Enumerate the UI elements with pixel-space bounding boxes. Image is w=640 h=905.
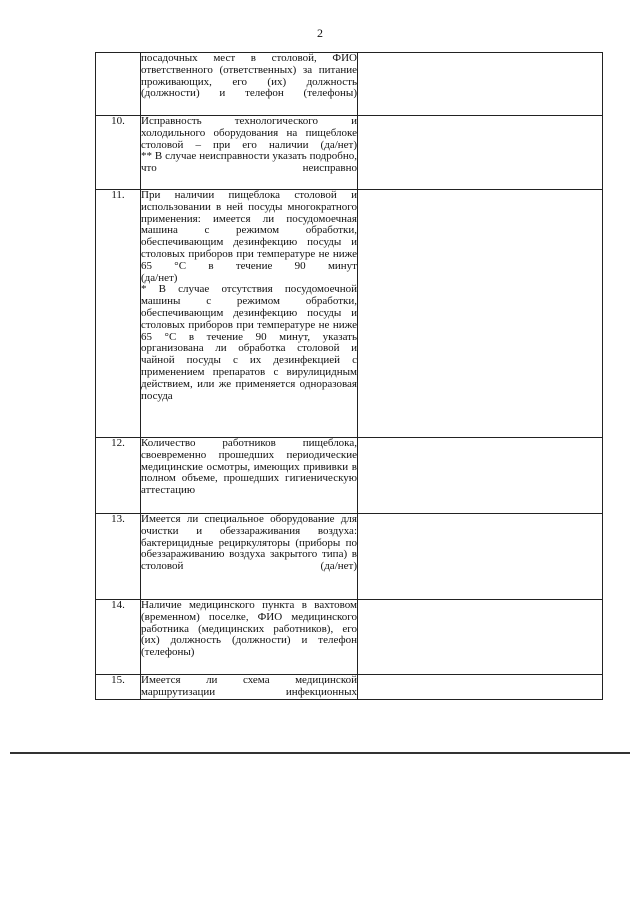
row-number: 10. [96,116,141,190]
row-question [141,438,358,514]
row-question-text: При наличии пищеблока столовой и использовании в ней посуды многократного применения: имеется ли посудомоечная машина с режимом обработки, обеспечивающим дезинфекцию посуды и столовых приборов при температуре не ниже 65 °С в течение 90 минут (да/нет) * В случае отсутствия посудомоечной машины с режимом обработки, обеспечивающим дезинфекцию посуды и столовых приборов при температуре не ниже 65 °С в течение 90 минут, указать организована ли обработка столовой и чайной посуды с их дезинфекцией с применением препаратов с вирулицидным действием, или же применяется одноразовая посуда [141,189,357,402]
table-row [96,514,603,600]
row-answer-cell[interactable] [358,514,603,600]
table-row [96,600,603,675]
row-answer-cell[interactable] [358,600,603,675]
row-number: 14. [96,600,141,675]
row-answer-cell[interactable] [358,190,603,438]
row-answer-cell[interactable] [358,116,603,190]
row-question-text: Количество работников пищеблока, своевременно прошедших периодические медицинские осмотры, имеющих прививки в полном объеме, прошедших гигиеническую аттестацию [141,437,357,497]
row-number [96,53,141,116]
row-question [141,514,358,600]
row-answer-cell[interactable] [358,53,603,116]
row-question-text: Наличие медицинского пункта в вахтовом (временном) поселке, ФИО медицинского работника (медицинских работников), его (их) должность (должности) и телефон (телефоны) [141,599,357,659]
row-answer-cell[interactable] [358,675,603,700]
checklist-table [95,52,603,700]
table-row [96,675,603,700]
row-question-text: посадочных мест в столовой, ФИО ответственного (ответственных) за питание проживающих, его (их) должность (должности) и телефон (телефоны) [141,52,357,100]
footer-divider [10,752,630,754]
row-question-text: Имеется ли специальное оборудование для очистки и обеззараживания воздуха: бактерицидные рециркуляторы (приборы по обеззараживанию воздуха закрытого типа) в столовой (да/нет) [141,513,357,573]
table-row [96,53,603,116]
row-question [141,116,358,190]
row-question [141,53,358,116]
table-row [96,438,603,514]
table-row [96,116,603,190]
row-question-text: Имеется ли схема медицинской маршрутизации инфекционных [141,674,357,698]
row-number: 11. [96,190,141,438]
row-answer-cell[interactable] [358,438,603,514]
row-question-text: Исправность технологического и холодильного оборудования на пищеблоке столовой – при его наличии (да/нет) ** В случае неисправности указать подробно, что неисправно [141,115,357,175]
row-number: 15. [96,675,141,700]
row-question [141,190,358,438]
table-row [96,190,603,438]
row-number: 12. [96,438,141,514]
row-question [141,675,358,700]
page-number: 2 [317,26,323,40]
row-question [141,600,358,675]
row-number: 13. [96,514,141,600]
